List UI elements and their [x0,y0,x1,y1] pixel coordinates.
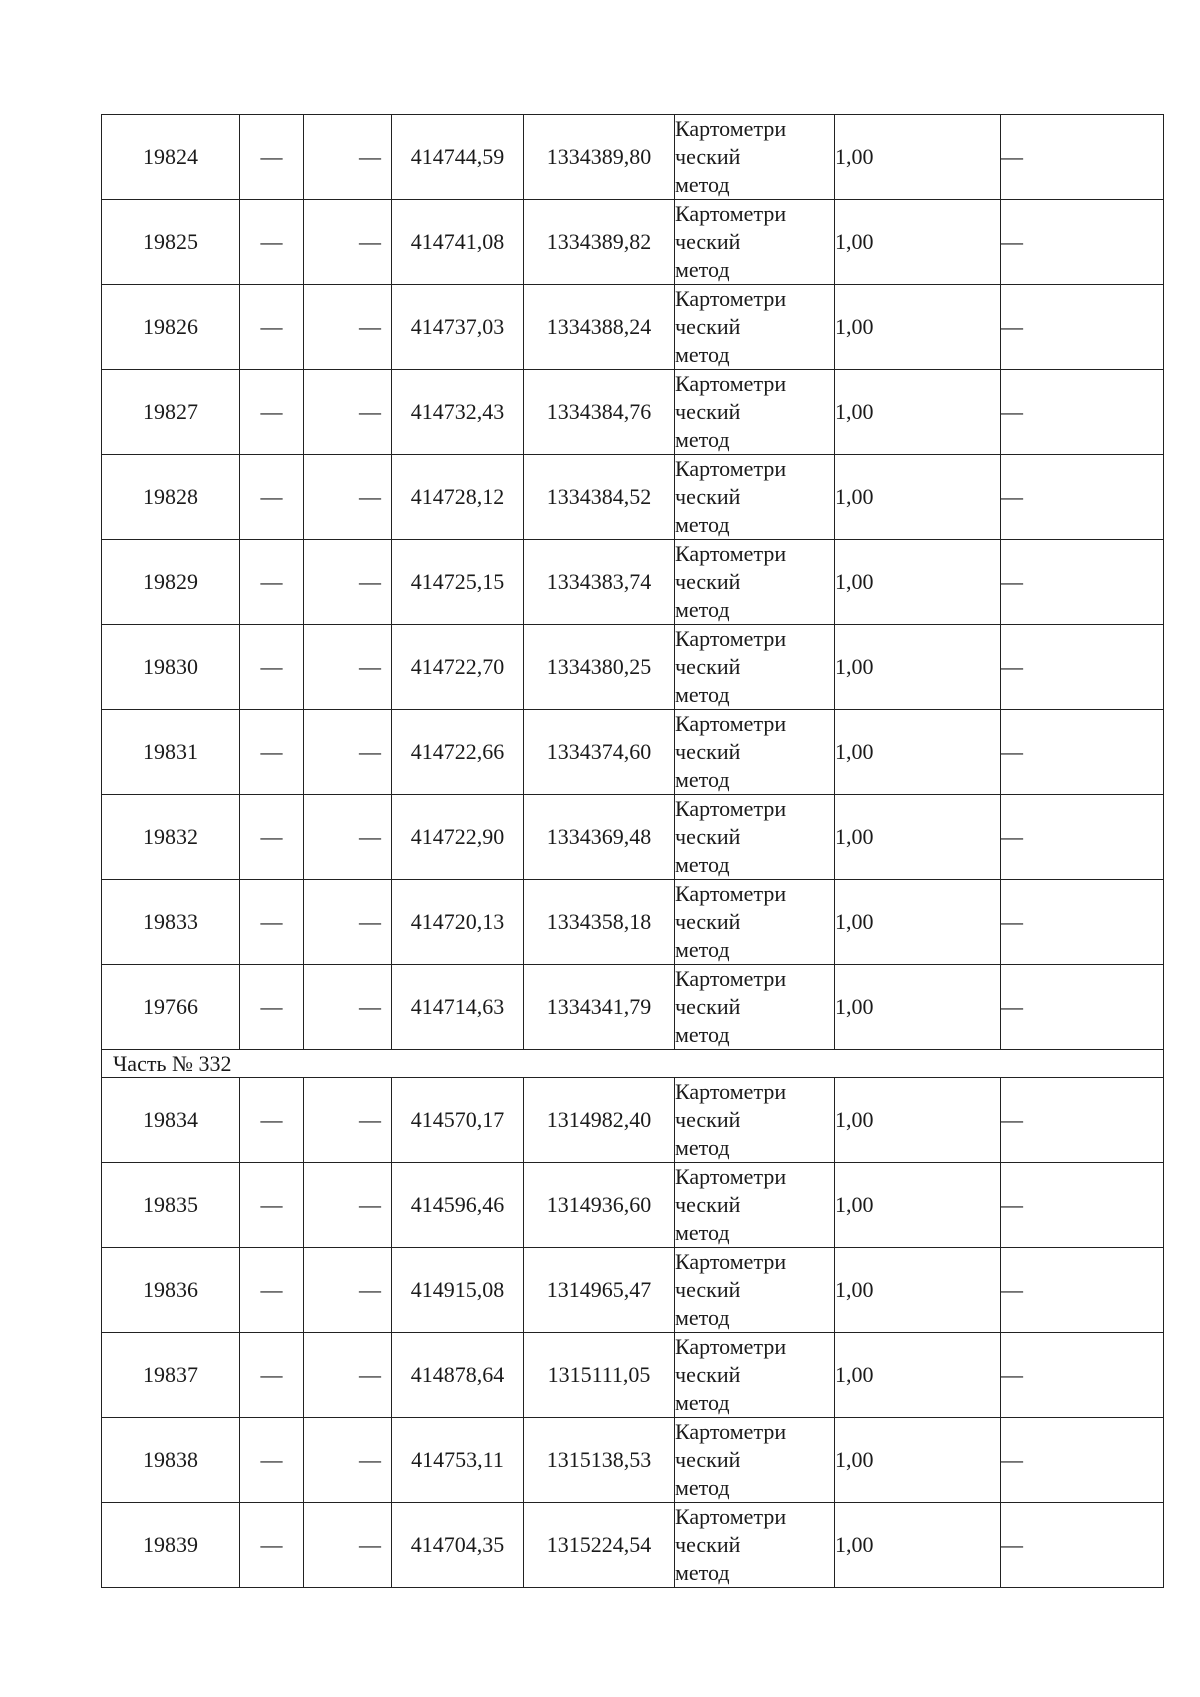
table-row [102,965,1164,1050]
method-text-line: Картометри [675,1164,787,1189]
table-row [102,795,1164,880]
empty-dash-cell: — [240,115,304,200]
accuracy-cell: 1,00 [835,880,1001,965]
note-dash-cell: — [1001,1248,1164,1333]
y-coordinate-cell: 1334358,18 [524,880,675,965]
accuracy-cell: 1,00 [835,1333,1001,1418]
y-coordinate-cell: 1314982,40 [524,1078,675,1163]
method-cell [675,1248,835,1333]
empty-dash-cell: — [304,1418,392,1503]
accuracy-cell: 1,00 [835,1078,1001,1163]
method-cell [675,965,835,1050]
method-text-line: метод [675,1390,730,1415]
empty-dash-cell: — [304,200,392,285]
table-row [102,285,1164,370]
point-number-cell: 19837 [102,1333,240,1418]
x-coordinate-cell: 414732,43 [392,370,524,455]
empty-dash-cell: — [240,1248,304,1333]
table-row [102,1333,1164,1418]
method-text-line: Картометри [675,1079,787,1104]
note-dash-cell: — [1001,200,1164,285]
accuracy-cell: 1,00 [835,1248,1001,1333]
method-text-line: Картометри [675,286,787,311]
empty-dash-cell: — [304,1503,392,1588]
method-text-line: метод [675,1475,730,1500]
x-coordinate-cell: 414720,13 [392,880,524,965]
method-text-line: метод [675,937,730,962]
method-cell [675,625,835,710]
method-text-line: метод [675,1220,730,1245]
x-coordinate-cell: 414722,90 [392,795,524,880]
method-cell [675,455,835,540]
empty-dash-cell: — [304,1078,392,1163]
coordinates-table [101,114,1164,1588]
empty-dash-cell: — [240,625,304,710]
y-coordinate-cell: 1315224,54 [524,1503,675,1588]
accuracy-cell: 1,00 [835,370,1001,455]
method-cell [675,795,835,880]
x-coordinate-cell: 414737,03 [392,285,524,370]
method-text-line: Картометри [675,1334,787,1359]
x-coordinate-cell: 414753,11 [392,1418,524,1503]
method-cell [675,1078,835,1163]
method-text-line: Картометри [675,881,787,906]
note-dash-cell: — [1001,285,1164,370]
method-cell [675,1333,835,1418]
method-text-line: ческий [675,569,741,594]
method-text-line: ческий [675,144,741,169]
y-coordinate-cell: 1334389,80 [524,115,675,200]
y-coordinate-cell: 1334384,76 [524,370,675,455]
method-text-line: ческий [675,1192,741,1217]
method-text-line: метод [675,852,730,877]
accuracy-cell: 1,00 [835,540,1001,625]
x-coordinate-cell: 414570,17 [392,1078,524,1163]
section-label: Часть № 332 [102,1050,1164,1078]
table-row [102,1163,1164,1248]
empty-dash-cell: — [240,1503,304,1588]
method-text-line: Картометри [675,1419,787,1444]
method-text-line: метод [675,342,730,367]
point-number-cell: 19829 [102,540,240,625]
note-dash-cell: — [1001,795,1164,880]
accuracy-cell: 1,00 [835,455,1001,540]
y-coordinate-cell: 1334388,24 [524,285,675,370]
y-coordinate-cell: 1334369,48 [524,795,675,880]
note-dash-cell: — [1001,880,1164,965]
method-text-line: ческий [675,654,741,679]
point-number-cell: 19833 [102,880,240,965]
method-cell [675,370,835,455]
method-cell [675,880,835,965]
method-text-line: ческий [675,1362,741,1387]
empty-dash-cell: — [240,1078,304,1163]
method-text-line: метод [675,767,730,792]
point-number-cell: 19832 [102,795,240,880]
table-row [102,115,1164,200]
note-dash-cell: — [1001,455,1164,540]
method-text-line: ческий [675,314,741,339]
table-row [102,200,1164,285]
method-text-line: Картометри [675,456,787,481]
empty-dash-cell: — [304,710,392,795]
method-text-line: ческий [675,824,741,849]
method-text-line: Картометри [675,116,787,141]
document-page [101,114,1163,1588]
y-coordinate-cell: 1314965,47 [524,1248,675,1333]
point-number-cell: 19766 [102,965,240,1050]
x-coordinate-cell: 414704,35 [392,1503,524,1588]
method-cell [675,540,835,625]
empty-dash-cell: — [240,540,304,625]
y-coordinate-cell: 1334384,52 [524,455,675,540]
method-text-line: ческий [675,994,741,1019]
method-text-line: Картометри [675,626,787,651]
x-coordinate-cell: 414722,66 [392,710,524,795]
point-number-cell: 19839 [102,1503,240,1588]
empty-dash-cell: — [304,115,392,200]
empty-dash-cell: — [304,540,392,625]
empty-dash-cell: — [240,285,304,370]
empty-dash-cell: — [240,795,304,880]
method-text-line: Картометри [675,201,787,226]
method-cell [675,710,835,795]
method-text-line: Картометри [675,541,787,566]
method-text-line: метод [675,597,730,622]
method-text-line: Картометри [675,711,787,736]
empty-dash-cell: — [240,965,304,1050]
method-text-line: метод [675,512,730,537]
method-text-line: ческий [675,484,741,509]
note-dash-cell: — [1001,1163,1164,1248]
method-text-line: ческий [675,399,741,424]
note-dash-cell: — [1001,1418,1164,1503]
table-row [102,710,1164,795]
method-cell [675,1163,835,1248]
empty-dash-cell: — [304,370,392,455]
empty-dash-cell: — [304,1163,392,1248]
y-coordinate-cell: 1314936,60 [524,1163,675,1248]
method-cell [675,1503,835,1588]
y-coordinate-cell: 1315111,05 [524,1333,675,1418]
method-text-line: метод [675,172,730,197]
x-coordinate-cell: 414725,15 [392,540,524,625]
note-dash-cell: — [1001,115,1164,200]
accuracy-cell: 1,00 [835,200,1001,285]
note-dash-cell: — [1001,1333,1164,1418]
accuracy-cell: 1,00 [835,710,1001,795]
accuracy-cell: 1,00 [835,965,1001,1050]
note-dash-cell: — [1001,965,1164,1050]
x-coordinate-cell: 414915,08 [392,1248,524,1333]
empty-dash-cell: — [240,370,304,455]
method-text-line: Картометри [675,966,787,991]
accuracy-cell: 1,00 [835,115,1001,200]
point-number-cell: 19838 [102,1418,240,1503]
accuracy-cell: 1,00 [835,1418,1001,1503]
method-text-line: метод [675,682,730,707]
point-number-cell: 19824 [102,115,240,200]
empty-dash-cell: — [304,285,392,370]
point-number-cell: 19836 [102,1248,240,1333]
point-number-cell: 19827 [102,370,240,455]
accuracy-cell: 1,00 [835,625,1001,710]
method-text-line: метод [675,257,730,282]
accuracy-cell: 1,00 [835,285,1001,370]
x-coordinate-cell: 414878,64 [392,1333,524,1418]
method-cell [675,200,835,285]
table-row [102,880,1164,965]
point-number-cell: 19835 [102,1163,240,1248]
method-text-line: метод [675,1560,730,1585]
empty-dash-cell: — [304,455,392,540]
empty-dash-cell: — [304,625,392,710]
point-number-cell: 19825 [102,200,240,285]
empty-dash-cell: — [240,200,304,285]
point-number-cell: 19828 [102,455,240,540]
table-row [102,540,1164,625]
method-text-line: метод [675,1022,730,1047]
note-dash-cell: — [1001,1078,1164,1163]
y-coordinate-cell: 1334341,79 [524,965,675,1050]
method-text-line: Картометри [675,796,787,821]
method-cell [675,115,835,200]
y-coordinate-cell: 1315138,53 [524,1418,675,1503]
x-coordinate-cell: 414728,12 [392,455,524,540]
method-text-line: Картометри [675,1249,787,1274]
x-coordinate-cell: 414722,70 [392,625,524,710]
accuracy-cell: 1,00 [835,795,1001,880]
method-cell [675,285,835,370]
method-text-line: Картометри [675,1504,787,1529]
point-number-cell: 19834 [102,1078,240,1163]
method-text-line: Картометри [675,371,787,396]
empty-dash-cell: — [240,455,304,540]
empty-dash-cell: — [304,795,392,880]
method-text-line: ческий [675,229,741,254]
method-text-line: метод [675,1135,730,1160]
table-row [102,625,1164,710]
method-text-line: ческий [675,1532,741,1557]
empty-dash-cell: — [240,1163,304,1248]
x-coordinate-cell: 414714,63 [392,965,524,1050]
table-body-after [102,1078,1164,1588]
x-coordinate-cell: 414741,08 [392,200,524,285]
empty-dash-cell: — [304,965,392,1050]
method-text-line: ческий [675,909,741,934]
note-dash-cell: — [1001,710,1164,795]
method-cell [675,1418,835,1503]
note-dash-cell: — [1001,540,1164,625]
method-text-line: ческий [675,1107,741,1132]
table-row [102,370,1164,455]
method-text-line: ческий [675,739,741,764]
empty-dash-cell: — [240,880,304,965]
y-coordinate-cell: 1334374,60 [524,710,675,795]
table-row [102,1078,1164,1163]
table-row [102,1418,1164,1503]
point-number-cell: 19830 [102,625,240,710]
accuracy-cell: 1,00 [835,1503,1001,1588]
method-text-line: метод [675,427,730,452]
note-dash-cell: — [1001,1503,1164,1588]
y-coordinate-cell: 1334380,25 [524,625,675,710]
method-text-line: ческий [675,1277,741,1302]
point-number-cell: 19831 [102,710,240,795]
accuracy-cell: 1,00 [835,1163,1001,1248]
x-coordinate-cell: 414596,46 [392,1163,524,1248]
empty-dash-cell: — [304,1248,392,1333]
empty-dash-cell: — [304,880,392,965]
table-row [102,455,1164,540]
table-row [102,1503,1164,1588]
section-header-group [102,1050,1164,1078]
y-coordinate-cell: 1334383,74 [524,540,675,625]
x-coordinate-cell: 414744,59 [392,115,524,200]
method-text-line: метод [675,1305,730,1330]
empty-dash-cell: — [304,1333,392,1418]
table-body-before [102,115,1164,1050]
table-row [102,1248,1164,1333]
empty-dash-cell: — [240,1333,304,1418]
note-dash-cell: — [1001,625,1164,710]
note-dash-cell: — [1001,370,1164,455]
y-coordinate-cell: 1334389,82 [524,200,675,285]
method-text-line: ческий [675,1447,741,1472]
empty-dash-cell: — [240,710,304,795]
point-number-cell: 19826 [102,285,240,370]
empty-dash-cell: — [240,1418,304,1503]
section-header-row [102,1050,1164,1078]
